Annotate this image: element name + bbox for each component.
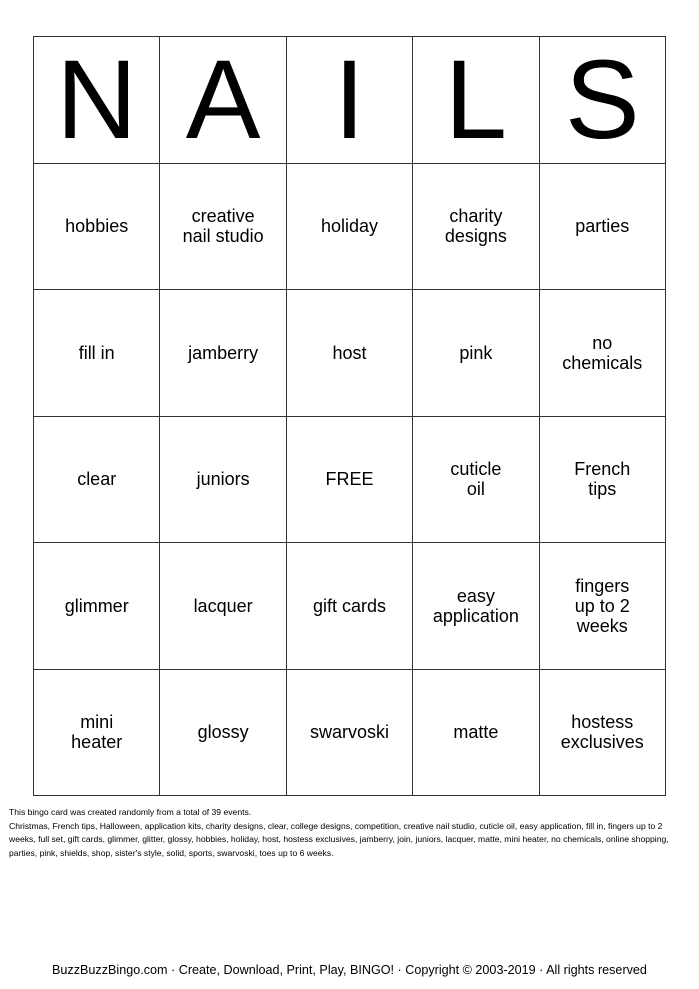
bingo-square	[413, 543, 539, 670]
bingo-square	[287, 670, 413, 797]
notes-event-list: Christmas, French tips, Halloween, application kits, charity designs, clear, college designs, competition, creative nail studio, cuticle oil, easy application, fill in, fingers up to 2 weeks, full set, gift cards, glimmer, glitter, glossy, hobbies, holiday, host, hostess exclusives, jamberry, join, juniors, lacquer, matte, mini heater, no chemicals, online shopping, parties, pink, shields, shop, sister's style, solid, sports, swarvoski, toes up to 6 weeks.	[9, 820, 669, 858]
notes-summary: This bingo card was created randomly from a total of 39 events.	[9, 807, 252, 817]
bingo-square	[34, 543, 160, 670]
square-text: cuticle oil	[450, 459, 502, 500]
square-text: mini heater	[71, 712, 123, 753]
bingo-square	[540, 543, 666, 670]
bingo-square	[160, 543, 286, 670]
square-text: gift cards	[312, 595, 386, 616]
free-square	[287, 417, 413, 544]
header-letter: S	[564, 37, 640, 162]
bingo-square	[287, 164, 413, 291]
square-text: holiday	[320, 216, 379, 237]
bingo-square	[413, 417, 539, 544]
bingo-square	[160, 417, 286, 544]
bingo-square	[540, 164, 666, 291]
bingo-square	[287, 290, 413, 417]
bingo-square	[34, 290, 160, 417]
bingo-square	[540, 670, 666, 797]
bingo-square	[34, 670, 160, 797]
bingo-square	[540, 417, 666, 544]
header-cell-l	[413, 37, 539, 164]
square-text: no chemicals	[562, 332, 643, 373]
square-text: clear	[77, 469, 117, 490]
square-text: glimmer	[64, 595, 129, 616]
square-text: fingers up to 2 weeks	[574, 575, 630, 636]
bingo-square	[287, 543, 413, 670]
page-footer: BuzzBuzzBingo.com · Create, Download, Print, Play, BINGO! · Copyright © 2003-2019 · All rights reserved	[52, 963, 647, 977]
bingo-square	[413, 290, 539, 417]
bingo-square	[34, 417, 160, 544]
header-cell-n	[34, 37, 160, 164]
square-text: easy application	[432, 585, 519, 626]
square-text: parties	[575, 216, 630, 237]
square-text: swarvoski	[309, 722, 389, 743]
square-text: matte	[453, 722, 499, 743]
square-text: host	[332, 342, 367, 363]
header-letter: I	[333, 37, 366, 162]
header-cell-s	[540, 37, 666, 164]
square-text: creative nail studio	[182, 206, 264, 247]
bingo-square	[34, 164, 160, 291]
header-cell-a	[160, 37, 286, 164]
square-text: fill in	[78, 342, 115, 363]
square-text: hobbies	[65, 216, 129, 237]
square-text: juniors	[196, 469, 250, 490]
bingo-square	[413, 670, 539, 797]
bingo-square	[160, 290, 286, 417]
square-text: jamberry	[188, 342, 259, 363]
square-text: glossy	[197, 722, 249, 743]
header-cell-i	[287, 37, 413, 164]
card-notes	[9, 806, 681, 860]
header-letter: N	[56, 37, 138, 162]
bingo-square	[160, 164, 286, 291]
square-text: French tips	[574, 459, 631, 500]
square-text: FREE	[325, 469, 374, 490]
header-letter: L	[444, 37, 508, 162]
square-text: pink	[459, 342, 493, 363]
square-text: hostess exclusives	[560, 712, 644, 753]
bingo-square	[413, 164, 539, 291]
square-text: lacquer	[193, 595, 253, 616]
square-text: charity designs	[444, 206, 507, 247]
header-letter: A	[185, 37, 261, 162]
bingo-square	[160, 670, 286, 797]
bingo-card	[33, 36, 666, 796]
bingo-square	[540, 290, 666, 417]
